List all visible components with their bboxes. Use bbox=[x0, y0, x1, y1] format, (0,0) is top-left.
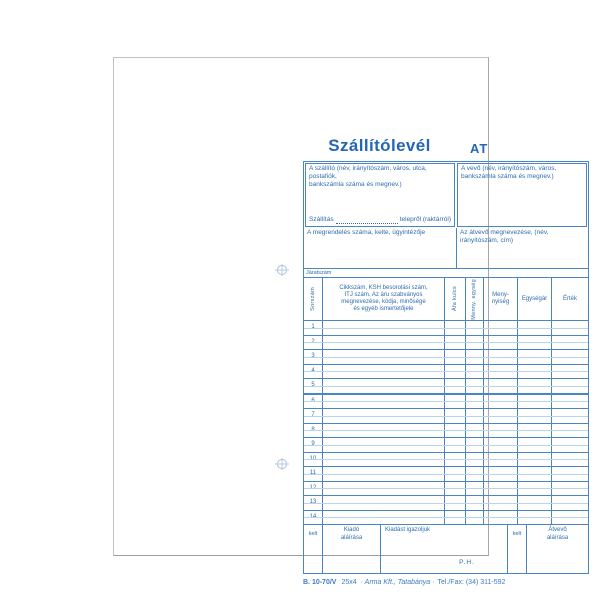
imprint-phone: Tel./Fax: (34) 311-592 bbox=[437, 579, 506, 586]
imprint-form-code: B. 10-70/V bbox=[303, 579, 337, 586]
row-number: 13 bbox=[304, 496, 323, 510]
table-cell bbox=[518, 453, 552, 467]
table-cell bbox=[445, 350, 466, 364]
table-cell bbox=[518, 511, 552, 525]
receiver-signature-line1: Átvevő bbox=[548, 527, 567, 533]
table-cell bbox=[445, 424, 466, 438]
table-cell bbox=[484, 496, 518, 510]
receiver-date-cell: kelt bbox=[508, 525, 527, 573]
table-cell bbox=[484, 409, 518, 423]
signature-row bbox=[304, 524, 588, 573]
punch-mark-icon bbox=[275, 263, 289, 277]
table-row bbox=[304, 438, 588, 453]
table-cell bbox=[552, 395, 588, 409]
table-cell bbox=[552, 336, 588, 350]
table-row bbox=[304, 395, 588, 410]
table-cell bbox=[484, 365, 518, 379]
header-description-line4: és egyéb ismertetőjele bbox=[353, 305, 414, 312]
table-cell bbox=[466, 379, 484, 393]
row-number: 4 bbox=[304, 365, 323, 379]
supplier-label bbox=[309, 165, 451, 189]
row-number: 6 bbox=[304, 395, 323, 409]
table-cell bbox=[323, 467, 445, 481]
table-cell bbox=[484, 482, 518, 496]
customer-label-line1: A vevő (név, irányítószám, város, bbox=[461, 165, 557, 172]
shipping-suffix: telepről (raktárról) bbox=[399, 215, 451, 223]
stamp-placeholder: P.H. bbox=[459, 558, 475, 566]
header-unit-label: Menny. egység bbox=[471, 278, 478, 320]
table-cell bbox=[445, 482, 466, 496]
table-cell bbox=[552, 496, 588, 510]
table-cell bbox=[323, 395, 445, 409]
paper-form-page bbox=[113, 57, 577, 586]
table-cell bbox=[518, 395, 552, 409]
table-cell bbox=[484, 438, 518, 452]
table-cell bbox=[552, 453, 588, 467]
customer-label-line2: bankszámla száma és megnev.) bbox=[461, 173, 554, 181]
table-cell bbox=[552, 511, 588, 525]
issuer-signature-line2: aláírása bbox=[340, 534, 363, 541]
table-cell bbox=[518, 321, 552, 335]
table-cell bbox=[552, 482, 588, 496]
route-strip: Járatszám bbox=[304, 268, 588, 277]
row-number: 9 bbox=[304, 438, 323, 452]
table-row bbox=[304, 409, 588, 424]
party-boxes-row bbox=[304, 162, 588, 228]
table-cell bbox=[323, 511, 445, 525]
table-cell bbox=[466, 365, 484, 379]
table-cell bbox=[518, 336, 552, 350]
table-cell bbox=[466, 438, 484, 452]
table-cell bbox=[323, 424, 445, 438]
row-number: 11 bbox=[304, 467, 323, 481]
row-number: 3 bbox=[304, 350, 323, 364]
supplier-box bbox=[305, 163, 455, 227]
table-row bbox=[304, 350, 588, 365]
table-cell bbox=[466, 467, 484, 481]
imprint-quantity: 25x4 bbox=[341, 579, 357, 586]
table-cell bbox=[323, 453, 445, 467]
table-cell bbox=[484, 467, 518, 481]
receiver-signature-cell bbox=[527, 525, 588, 573]
supplier-label-line1: A szállító (név, irányítószám, város, utca, postafiók, bbox=[309, 165, 427, 181]
header-description-line2: ITJ szám. Az áru szabványos bbox=[344, 292, 423, 299]
table-cell bbox=[466, 321, 484, 335]
table-cell bbox=[323, 350, 445, 364]
table-row bbox=[304, 379, 588, 395]
table-cell bbox=[466, 482, 484, 496]
table-cell bbox=[445, 438, 466, 452]
row-number: 14 bbox=[304, 511, 323, 525]
issuer-signature-cell bbox=[323, 525, 381, 573]
table-cell bbox=[518, 424, 552, 438]
order-box: A megrendelés száma, kelte, ügyintézője bbox=[304, 228, 457, 268]
header-description-line3: megnevezése, kódja, minősége bbox=[341, 299, 426, 305]
customer-box bbox=[457, 163, 587, 227]
table-row bbox=[304, 321, 588, 336]
issuer-date-cell: kelt bbox=[304, 525, 323, 573]
table-cell bbox=[484, 395, 518, 409]
row-number: 12 bbox=[304, 482, 323, 496]
table-cell bbox=[445, 453, 466, 467]
header-quantity-line1: Meny- bbox=[492, 292, 509, 299]
table-row bbox=[304, 511, 588, 525]
header-row-number-label: Sorszám bbox=[309, 287, 316, 311]
table-cell bbox=[466, 496, 484, 510]
row-number: 10 bbox=[304, 453, 323, 467]
row-number: 2 bbox=[304, 336, 323, 350]
row-number: 5 bbox=[304, 379, 323, 393]
table-cell bbox=[445, 395, 466, 409]
table-cell bbox=[552, 350, 588, 364]
table-cell bbox=[323, 438, 445, 452]
table-cell bbox=[518, 409, 552, 423]
table-cell bbox=[552, 467, 588, 481]
table-cell bbox=[484, 350, 518, 364]
table-cell bbox=[518, 482, 552, 496]
table-cell bbox=[518, 438, 552, 452]
header-unit-price: Egységár bbox=[518, 278, 552, 320]
header-vat-label: Áfa kulcs bbox=[451, 286, 458, 312]
form-type-code: AT bbox=[470, 141, 489, 156]
receiver-signature-line2: aláírása bbox=[546, 534, 569, 541]
table-cell bbox=[552, 365, 588, 379]
imprint-publisher: · Arma Kft., Tatabánya · bbox=[360, 579, 435, 586]
table-cell bbox=[466, 350, 484, 364]
table-cell bbox=[518, 467, 552, 481]
stamp-box-label: Kiadást igazoljuk bbox=[385, 527, 431, 533]
stamp-box bbox=[381, 525, 508, 573]
table-cell bbox=[323, 496, 445, 510]
table-cell bbox=[445, 365, 466, 379]
table-row bbox=[304, 453, 588, 468]
table-cell bbox=[552, 409, 588, 423]
table-cell bbox=[323, 409, 445, 423]
table-cell bbox=[323, 482, 445, 496]
header-value: Érték bbox=[562, 295, 577, 302]
receiver-box bbox=[457, 228, 588, 268]
printer-imprint bbox=[303, 579, 593, 586]
table-cell bbox=[323, 336, 445, 350]
fill-in-dotted-line bbox=[336, 218, 398, 224]
table-cell bbox=[445, 496, 466, 510]
table-row bbox=[304, 496, 588, 511]
row-number: 7 bbox=[304, 409, 323, 423]
header-unit bbox=[466, 278, 484, 320]
table-cell bbox=[552, 379, 588, 393]
form-title: Szállítólevél bbox=[328, 136, 431, 155]
receiver-label-line2: irányítószám, cím) bbox=[460, 237, 514, 245]
form-grid bbox=[303, 161, 589, 574]
punch-mark-icon bbox=[275, 457, 289, 471]
table-body bbox=[304, 321, 588, 524]
table-cell bbox=[445, 336, 466, 350]
table-cell bbox=[552, 438, 588, 452]
table-cell bbox=[552, 321, 588, 335]
header-quantity-line2: nyiség bbox=[491, 299, 510, 305]
table-row bbox=[304, 482, 588, 497]
table-cell bbox=[484, 336, 518, 350]
table-cell bbox=[552, 424, 588, 438]
receiver-label-line1: Az átvevő megnevezése, (név, bbox=[460, 229, 549, 236]
table-cell bbox=[484, 424, 518, 438]
header-description bbox=[323, 278, 445, 320]
header-row-number bbox=[304, 278, 323, 320]
table-cell bbox=[466, 336, 484, 350]
shipping-origin-line bbox=[309, 216, 451, 225]
table-cell bbox=[518, 379, 552, 393]
supplier-label-line2: bankszámla száma és megnev.) bbox=[309, 181, 402, 189]
header-quantity bbox=[484, 278, 518, 320]
order-boxes-row bbox=[304, 228, 588, 268]
table-cell bbox=[445, 379, 466, 393]
header-vat bbox=[445, 278, 466, 320]
table-cell bbox=[518, 496, 552, 510]
table-row bbox=[304, 336, 588, 351]
row-number: 8 bbox=[304, 424, 323, 438]
table-cell bbox=[323, 379, 445, 393]
header-description-line1: Cikkszám, KSH besorolási szám, bbox=[339, 285, 428, 292]
table-cell bbox=[466, 453, 484, 467]
table-cell bbox=[323, 365, 445, 379]
table-cell bbox=[484, 321, 518, 335]
table-cell bbox=[445, 321, 466, 335]
table-cell bbox=[445, 467, 466, 481]
table-cell bbox=[466, 424, 484, 438]
table-cell bbox=[445, 511, 466, 525]
table-cell bbox=[518, 350, 552, 364]
table-cell bbox=[518, 365, 552, 379]
table-cell bbox=[466, 395, 484, 409]
table-cell bbox=[445, 409, 466, 423]
table-cell bbox=[466, 409, 484, 423]
table-cell bbox=[484, 453, 518, 467]
table-cell bbox=[484, 379, 518, 393]
issuer-signature-line1: Kiadó bbox=[343, 527, 360, 533]
table-cell bbox=[323, 321, 445, 335]
table-header bbox=[304, 277, 588, 321]
table-row bbox=[304, 424, 588, 439]
row-number: 1 bbox=[304, 321, 323, 335]
table-cell bbox=[466, 511, 484, 525]
table-cell bbox=[484, 511, 518, 525]
table-row bbox=[304, 365, 588, 380]
table-row bbox=[304, 467, 588, 482]
shipping-prefix: Szállítás bbox=[309, 215, 334, 223]
